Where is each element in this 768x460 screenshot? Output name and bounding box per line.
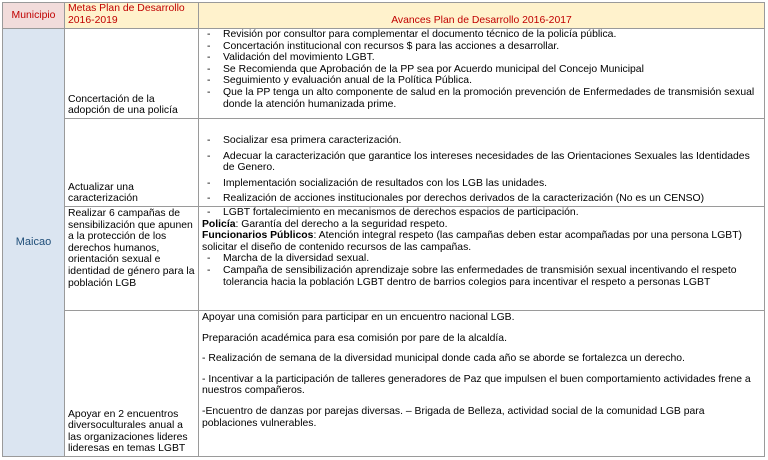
paragraph: - Realización de semana de la diversidad municipal donde cada año se aborde se fortalezca un derecho. — [202, 353, 685, 365]
list-item: - Revisión por consultor para complementar el documento técnico de la policía pública. — [202, 29, 761, 41]
funcionarios-line — [202, 230, 761, 253]
avances-cell — [199, 311, 765, 457]
avances-table — [2, 2, 765, 457]
header-municipio: Municipio — [3, 3, 65, 29]
policia-text: : Garantía del derecho a la seguridad respeto. — [235, 218, 448, 230]
municipio-cell: Maicao — [3, 29, 65, 457]
meta-cell: Realizar 6 campañas de sensibilización que apunen a la protección de los derechos humanos, orientación sexual e identidad de género para la población LGB — [65, 207, 199, 311]
avances-cell — [199, 29, 765, 119]
list-item: - Que la PP tenga un alto componente de salud en la promoción prevención de Enfermedades de transmisión sexual donde la atención humanizada prime. — [202, 87, 761, 110]
list-item: - Adecuar la caracterización que garantice los intereses necesidades de las Orientaciones Sexuales las Identidades de Genero. — [202, 151, 761, 174]
table-row — [3, 29, 765, 119]
list-item: - Seguimiento y evaluación anual de la Política Pública. — [202, 75, 761, 87]
funcionarios-label: Funcionarios Públicos — [202, 230, 314, 242]
list-item: - LGBT fortalecimiento en mecanismos de derechos espacios de participación. — [202, 207, 761, 219]
list-item: - Se Recomienda que Aprobación de la PP sea por Acuerdo municipal del Concejo Municipal — [202, 64, 761, 76]
header-row — [3, 3, 765, 29]
list-item: - Campaña de sensibilización aprendizaje sobre las enfermedades de transmisión sexual incentivando el respeto tolerancia hacia la población LGBT dentro de barrios colegios para incentivar el respeto a personas LGBT — [202, 265, 761, 288]
policia-label: Policía — [202, 218, 236, 230]
paragraph: -Encuentro de danzas por parejas diversas. – Brigada de Belleza, actividad social de la comunidad LGB para poblaciones vulnerables. — [202, 405, 705, 429]
meta-cell: Apoyar en 2 encuentros diversoculturales anual a las organizaciones lideres lideresas en temas LGBT — [65, 311, 199, 457]
list-item: - Implementación socialización de resultados con los LGB las unidades. — [202, 178, 761, 190]
meta-cell: Concertación de la adopción de una policía — [65, 29, 199, 119]
paragraph: - Incentivar a la participación de talleres generadores de Paz que impulsen el buen comportamiento actividades frene a nuestros compañeros. — [202, 373, 751, 397]
paragraph: Preparación académica para esa comisión por pare de la alcaldía. — [202, 332, 507, 344]
policia-line — [202, 219, 761, 231]
list-item: - Realización de acciones institucionales por derechos derivados de la caracterización (No es un CENSO) — [202, 193, 761, 205]
table-row — [3, 119, 765, 207]
meta-cell: Actualizar una caracterización — [65, 119, 199, 207]
list-item: - Socializar esa primera caracterización. — [202, 135, 761, 147]
avances-cell — [199, 207, 765, 311]
table-row — [3, 207, 765, 311]
paragraph: Apoyar una comisión para participar en un encuentro nacional LGB. — [202, 312, 515, 323]
list-item: - Validación del movimiento LGBT. — [202, 52, 761, 64]
list-item: - Marcha de la diversidad sexual. — [202, 253, 761, 265]
header-metas: Metas Plan de Desarrollo 2016-2019 — [65, 3, 199, 29]
list-item: - Concertación institucional con recursos $ para las acciones a desarrollar. — [202, 41, 761, 53]
funcionarios-text: : Atención integral respeto (las campañas deben estar acompañadas por una persona LGBT) solicitar el diseño de contenido recursos de las campañas. — [202, 230, 743, 253]
avances-cell — [199, 119, 765, 207]
header-avances: Avances Plan de Desarrollo 2016-2017 — [199, 3, 765, 29]
table-row — [3, 311, 765, 457]
